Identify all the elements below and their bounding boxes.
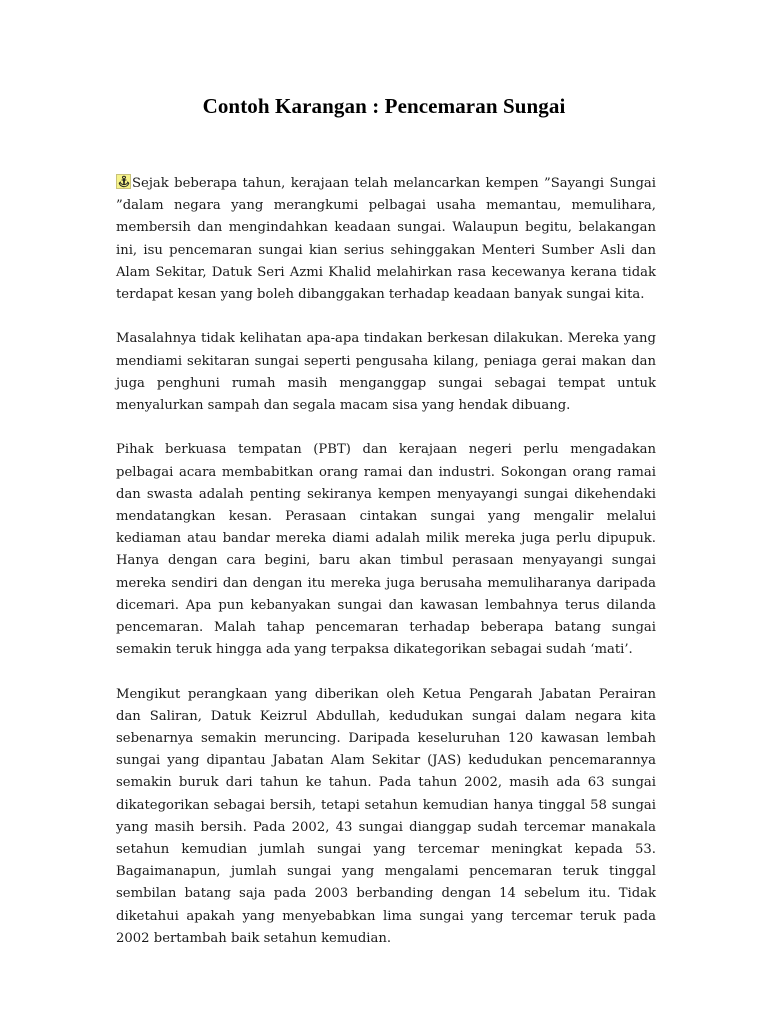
paragraph-text: Sejak beberapa tahun, kerajaan telah melancarkan kempen ”Sayangi Sungai ”dalam negara yang merangkumi pelbagai usaha memantau, memulihara, membersih dan mengindahkan keadaan sungai. Walaupun begitu, belakangan ini, isu pencemaran sungai kian serius sehinggakan Menteri Sumber Asli dan Alam Sekitar, Datuk Seri Azmi Khalid melahirkan rasa kecewanya kerana tidak terdapat kesan yang boleh dibanggakan terhadap keadaan banyak sungai kita. [116, 176, 656, 303]
paragraph-3: Pihak berkuasa tempatan (PBT) dan kerajaan negeri perlu mengadakan pelbagai acara membabitkan orang ramai dan industri. Sokongan orang ramai dan swasta adalah penting sekiranya kempen menyayangi sungai dikehendaki mendatangkan kesan. Perasaan cintakan sungai yang mengalir melalui kediaman atau bandar mereka diami adalah milik mereka juga perlu dipupuk. Hanya dengan cara begini, baru akan timbul perasaan menyayangi sungai mereka sendiri dan dengan itu mereka juga berusaha memuliharanya daripada dicemari. Apa pun kebanyakan sungai dan kawasan lembahnya terus dilanda pencemaran. Malah tahap pencemaran terhadap beberapa batang sungai semakin teruk hingga ada yang terpaksa dikategorikan sebagai sudah ‘mati’. [116, 442, 656, 658]
object-anchor-icon[interactable] [116, 174, 131, 189]
page-title: Contoh Karangan : Pencemaran Sungai [202, 94, 566, 118]
paragraph-4: Mengikut perangkaan yang diberikan oleh Ketua Pengarah Jabatan Perairan dan Saliran, Datuk Keizrul Abdullah, kedudukan sungai dalam negara kita sebenarnya semakin meruncing. Daripada keseluruhan 120 kawasan lembah sungai yang dipantau Jabatan Alam Sekitar (JAS) kedudukan pencemarannya semakin buruk dari tahun ke tahun. Pada tahun 2002, masih ada 63 sungai dikategorikan sebagai bersih, tetapi setahun kemudian hanya tinggal 58 sungai yang masih bersih. Pada 2002, 43 sungai dianggap sudah tercemar manakala setahun kemudian jumlah sungai yang tercemar meningkat kepada 53. Bagaimanapun, jumlah sungai yang mengalami pencemaran teruk tinggal sembilan batang saja pada 2003 berbanding dengan 14 sebelum itu. Tidak diketahui apakah yang menyebabkan lima sungai yang tercemar teruk pada 2002 bertambah baik setahun kemudian. [116, 686, 656, 946]
paragraph-1 [116, 173, 656, 306]
paragraph-2: Masalahnya tidak kelihatan apa-apa tindakan berkesan dilakukan. Mereka yang mendiami sekitaran sungai seperti pengusaha kilang, peniaga gerai makan dan juga penghuni rumah masih menganggap sungai sebagai tempat untuk menyalurkan sampah dan segala macam sisa yang hendak dibuang. [116, 331, 656, 414]
document-body [116, 173, 656, 972]
